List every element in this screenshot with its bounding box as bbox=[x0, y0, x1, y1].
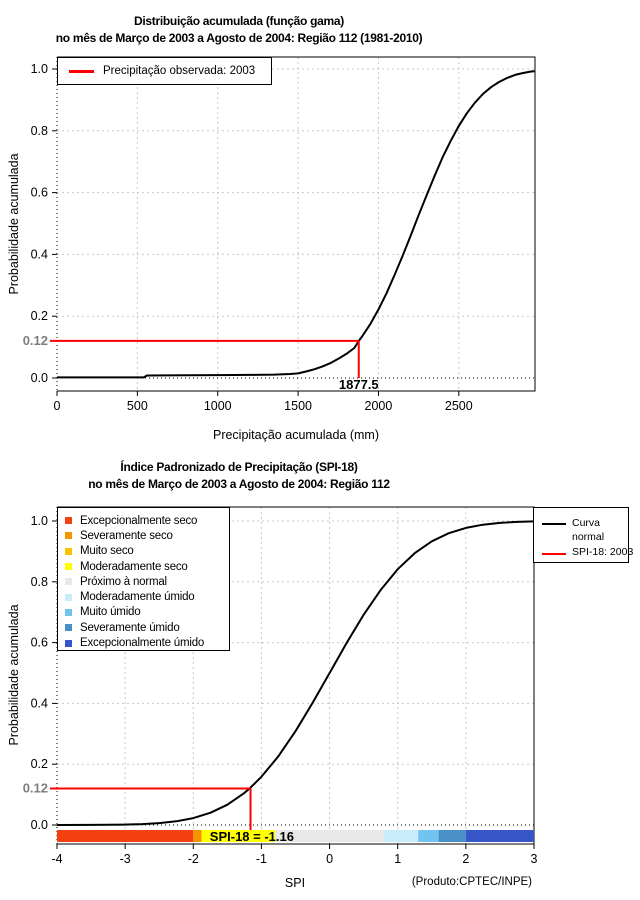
category-color-swatch bbox=[65, 640, 72, 647]
spi-category-bar-segment bbox=[466, 830, 534, 842]
observed-precipitation-label: 1877.5 bbox=[338, 377, 379, 392]
category-color-swatch bbox=[65, 609, 72, 616]
category-label: Muito seco bbox=[80, 545, 134, 558]
y-tick-label: 0.4 bbox=[30, 247, 48, 262]
chart1-x-axis-title: Precipitação acumulada (mm) bbox=[212, 428, 380, 442]
chart1-y-axis-title: Probabilidade acumulada bbox=[7, 153, 21, 295]
chart1-title-line1: Distribuição acumulada (função gama) bbox=[134, 14, 344, 28]
spi-value-label: SPI-18 = -1.16 bbox=[209, 829, 294, 844]
y-tick-label: 0.8 bbox=[30, 123, 48, 138]
x-tick-label: 1000 bbox=[203, 399, 232, 413]
spi-category-legend bbox=[57, 507, 230, 651]
category-label: Moderadamente seco bbox=[80, 560, 188, 573]
category-label: Moderadamente úmido bbox=[80, 591, 195, 604]
legend-item bbox=[65, 544, 229, 559]
spi-category-bar-segment bbox=[418, 830, 438, 842]
legend-item bbox=[65, 574, 229, 589]
product-note: (Produto:CPTEC/INPE) bbox=[411, 876, 532, 888]
y-tick-label: 0.0 bbox=[30, 371, 48, 385]
x-tick-label: 1500 bbox=[284, 399, 312, 413]
x-tick-label: -4 bbox=[51, 852, 63, 866]
y-tick-label: 0.6 bbox=[30, 185, 48, 200]
category-label: Muito úmido bbox=[80, 606, 141, 619]
chart1-title bbox=[0, 13, 478, 47]
category-color-swatch bbox=[65, 563, 72, 570]
observed-precip-legend-label: Precipitação observada: 2003 bbox=[103, 65, 256, 77]
observed-probability-label: 0.12 bbox=[22, 780, 48, 796]
category-label: Próximo à normal bbox=[80, 575, 167, 588]
x-tick-label: 2 bbox=[462, 852, 470, 866]
y-tick-label: 0.8 bbox=[30, 574, 48, 589]
legend-item bbox=[65, 559, 229, 574]
legend-item bbox=[65, 513, 229, 528]
category-color-swatch bbox=[65, 594, 72, 601]
chart1-title-line2: no mês de Março de 2003 a Agosto de 2004: Região 112 (1981-2010) bbox=[55, 31, 423, 45]
chart2-x-axis-title: SPI bbox=[284, 876, 306, 890]
x-tick-label: -2 bbox=[187, 852, 199, 866]
legend-item bbox=[65, 605, 229, 620]
x-tick-label: -1 bbox=[255, 852, 267, 866]
x-tick-label: 2000 bbox=[364, 399, 393, 413]
spi-2003-legend-label: SPI-18: 2003 bbox=[572, 546, 634, 558]
x-tick-label: 2500 bbox=[444, 399, 473, 413]
normal-curve-legend-label-line2: normal bbox=[572, 531, 605, 543]
y-tick-label: 1.0 bbox=[30, 62, 48, 76]
spi-category-bar-segment bbox=[439, 830, 466, 842]
category-color-swatch bbox=[65, 517, 72, 524]
category-color-swatch bbox=[65, 624, 72, 631]
legend-item bbox=[65, 620, 229, 635]
chart2-title-line2: no mês de Março de 2003 a Agosto de 2004: Região 112 bbox=[88, 477, 390, 491]
cdf-curve bbox=[57, 71, 534, 377]
x-tick-label: 3 bbox=[530, 852, 538, 866]
y-tick-label: 0.6 bbox=[30, 635, 48, 650]
category-label: Severamente seco bbox=[80, 529, 173, 542]
chart2-title-line1: Índice Padronizado de Precipitação (SPI-18) bbox=[120, 460, 358, 474]
chart1-legend bbox=[57, 57, 272, 85]
category-label: Excepcionalmente seco bbox=[80, 514, 198, 527]
legend-item bbox=[65, 635, 229, 650]
x-tick-label: 1 bbox=[394, 852, 402, 866]
x-tick-label: 0 bbox=[326, 852, 334, 866]
normal-curve-legend-label-line1: Curva bbox=[572, 517, 601, 529]
y-tick-label: 0.2 bbox=[30, 757, 48, 772]
chart2-y-axis-title: Probabilidade acumulada bbox=[7, 604, 21, 746]
x-tick-label: 500 bbox=[126, 399, 148, 413]
spi-2003-legend-swatch bbox=[542, 553, 566, 555]
category-label: Severamente úmido bbox=[80, 621, 180, 634]
chart2-line-legend bbox=[533, 507, 634, 563]
spi-category-bar-segment bbox=[384, 830, 418, 842]
spi-category-bar-segment bbox=[57, 830, 193, 842]
category-color-swatch bbox=[65, 578, 72, 585]
observed-probability-label: 0.12 bbox=[22, 332, 48, 348]
y-tick-label: 0.0 bbox=[30, 818, 48, 832]
legend-item bbox=[65, 589, 229, 604]
category-color-swatch bbox=[65, 548, 72, 555]
category-label: Excepcionalmente úmido bbox=[80, 637, 205, 650]
category-color-swatch bbox=[65, 532, 72, 539]
x-tick-label: -3 bbox=[119, 852, 131, 866]
chart2-title bbox=[0, 459, 478, 493]
y-tick-label: 0.2 bbox=[30, 309, 48, 324]
y-tick-label: 0.4 bbox=[30, 696, 48, 711]
legend-item bbox=[65, 528, 229, 543]
normal-curve-legend-swatch bbox=[542, 523, 566, 525]
y-tick-label: 1.0 bbox=[30, 514, 48, 528]
x-tick-label: 0 bbox=[53, 399, 61, 413]
observed-precip-legend-swatch bbox=[69, 70, 94, 73]
